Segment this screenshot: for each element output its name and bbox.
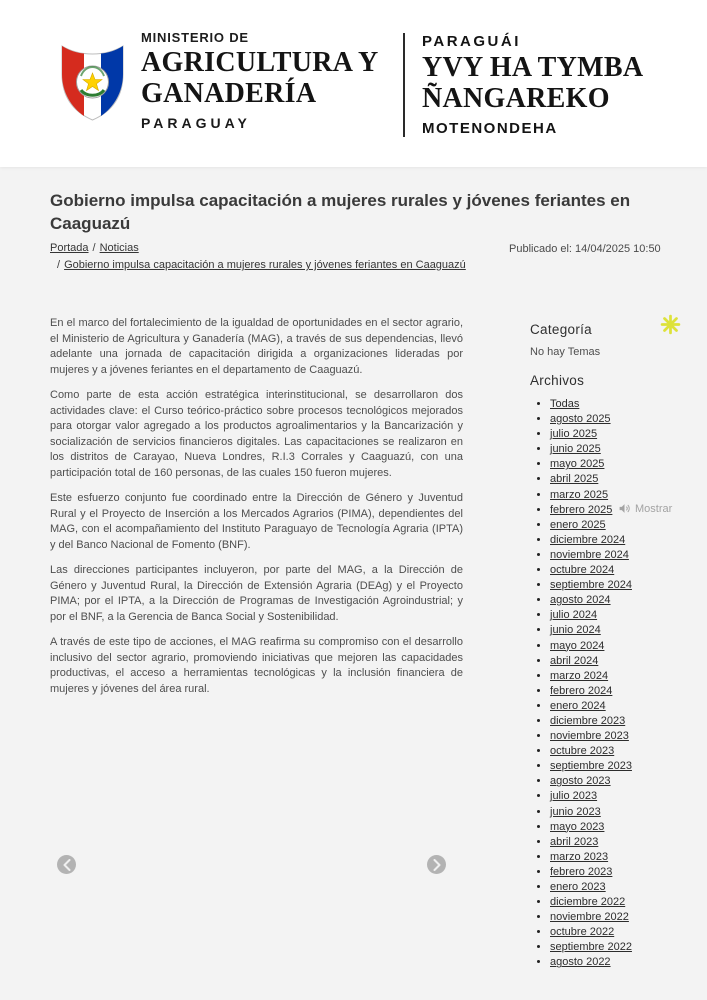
archive-link[interactable]: octubre 2022 [550,926,615,939]
archive-item [550,774,692,789]
archive-item [550,427,692,442]
breadcrumb-section-link[interactable]: Noticias [99,242,139,254]
breadcrumb [50,241,490,274]
guarani-footer: MOTENONDEHA [422,119,558,137]
archive-item [550,518,692,533]
archive-item [550,835,692,850]
archive-link[interactable]: julio 2024 [550,609,598,622]
carousel-next-button[interactable] [427,855,446,874]
archive-link[interactable]: junio 2025 [550,443,601,456]
archive-link[interactable]: agosto 2023 [550,775,611,788]
archive-link[interactable]: enero 2025 [550,518,606,531]
category-heading: Categoría [530,322,592,337]
article-paragraph: A través de este tipo de acciones, el MAG reafirma su compromiso con el desarrollo inclusivo del sector agrario, promoviendo iniciativas que mejoren las capacidades productivas, el acceso a herramientas tecnológicas y la inclusión financiera de mujeres y jóvenes del área rural. [50,636,463,695]
archive-item [550,669,692,684]
archive-link[interactable]: agosto 2024 [550,594,611,607]
archive-item [550,789,692,804]
archive-link[interactable]: junio 2024 [550,624,601,637]
archive-link[interactable]: febrero 2024 [550,684,613,697]
archive-link[interactable]: enero 2024 [550,699,606,712]
guarani-name-line1: YVY HA TYMBA [422,52,644,83]
archive-item [550,397,692,412]
breadcrumb-separator: / [57,258,61,271]
tooltip-label: Mostrar [635,502,673,515]
ministry-eyebrow: MINISTERIO DE [141,30,249,45]
archive-item [550,925,692,940]
archive-link[interactable]: septiembre 2022 [550,941,632,954]
chevron-right-icon [433,859,441,871]
archive-link[interactable]: abril 2024 [550,654,599,667]
archive-link[interactable]: marzo 2023 [550,850,609,863]
article-body [50,316,463,707]
guarani-eyebrow: PARAGUÁI [422,33,521,50]
archive-link[interactable]: Todas [550,398,580,410]
read-aloud-tooltip[interactable] [614,501,676,516]
archive-item [550,457,692,472]
archive-link[interactable]: septiembre 2024 [550,579,632,592]
archive-link[interactable]: agosto 2025 [550,413,611,426]
breadcrumb-home-link[interactable]: Portada [50,242,89,254]
carousel-prev-button[interactable] [57,855,76,874]
article-title: Gobierno impulsa capacitación a mujeres rurales y jóvenes feriantes en Caaguazú [50,191,631,233]
archive-link[interactable]: diciembre 2023 [550,714,626,727]
chevron-left-icon [63,859,71,871]
archive-link[interactable]: junio 2023 [550,805,601,818]
archive-link[interactable]: julio 2023 [550,790,598,803]
archive-item [550,820,692,835]
speaker-icon [618,502,631,515]
archive-link[interactable]: abril 2025 [550,473,599,486]
category-empty-text: No hay Temas [530,346,601,358]
breadcrumb-line-2 [50,258,490,274]
ministry-name-line1: AGRICULTURA Y [141,47,379,78]
site-header [0,0,707,167]
archive-link[interactable]: febrero 2025 [550,503,613,516]
ministry-wordmark [141,30,379,131]
archive-link[interactable]: noviembre 2024 [550,548,629,561]
archive-item [550,533,692,548]
article-paragraph: Como parte de esta acción estratégica interinstitucional, se desarrollaron dos actividades clave: el Curso teórico-práctico sobre procesos tecnológicos mejorados para otorgar valor agregado a los productos agroalimentarios y la Bancarización y socialización de servicios financieros digitales. Las capacitaciones se realizaron en los distritos de Carayao, Nueva Londres, R.I.3 Corrales y Caaguazú, con una participación total de 160 personas, de las cuales 150 fueron mujeres. [50,389,463,479]
site-logo[interactable] [56,40,129,130]
archive-item [550,623,692,638]
article-paragraph: Las direcciones participantes incluyeron, por parte del MAG, a la Dirección de Género y Juventud Rural, la Dirección de Extensión Agraria (DEAg) y el Proyecto PIMA; por el IPTA, a la Dirección de Programas de Investigación Agroindustrial; y por el BNF, a la Gerencia de Banca Social y Sostenibilidad. [50,564,463,623]
archive-item [550,699,692,714]
archive-link[interactable]: abril 2023 [550,835,599,848]
archive-link[interactable]: febrero 2023 [550,865,613,878]
archive-item [550,472,692,487]
paraguay-coat-of-arms-icon [56,40,129,125]
breadcrumb-line-1 [50,241,490,257]
archive-link[interactable]: noviembre 2022 [550,911,629,924]
archive-link[interactable]: agosto 2022 [550,956,611,969]
archive-link[interactable]: marzo 2024 [550,669,609,682]
archive-link[interactable]: diciembre 2022 [550,896,626,909]
archive-item [550,910,692,925]
archive-item [550,729,692,744]
article-paragraph: En el marco del fortalecimiento de la igualdad de oportunidades en el sector agrario, el Ministerio de Agricultura y Ganadería (MAG), a través de sus dependencias, llevó adelante una jornada de capacitación dirigida a organizaciones lideradas por mujeres y a jóvenes feriantes en el departamento de Caaguazú. [50,317,463,376]
breadcrumb-separator: / [92,242,96,254]
archive-item [550,955,692,970]
archive-item [550,654,692,669]
archive-item [550,563,692,578]
archive-link[interactable]: octubre 2024 [550,564,615,577]
archive-item [550,865,692,880]
ministry-country: PARAGUAY [141,114,251,131]
breadcrumb-current-link[interactable]: Gobierno impulsa capacitación a mujeres rurales y jóvenes feriantes en Caaguazú [64,258,466,271]
archives-list [530,397,692,971]
archive-item [550,578,692,593]
archive-item [550,940,692,955]
article-paragraph: Este esfuerzo conjunto fue coordinado entre la Dirección de Género y Juventud Rural y el Proyecto de Inserción a los Mercados Agrarios (PIMA), dependientes del MAG, con el acompañamiento del Instituto Paraguayo de Tecnología Agraria (IPTA) y del Banco Nacional de Fomento (BNF). [50,492,463,551]
archive-item [550,850,692,865]
asterisk-icon [660,314,681,335]
archive-link[interactable]: marzo 2025 [550,488,609,501]
accessibility-widget-button[interactable] [658,312,682,336]
archive-item [550,412,692,427]
archive-item [550,684,692,699]
archive-link[interactable]: mayo 2024 [550,639,605,652]
archive-item [550,759,692,774]
sidebar [530,322,692,971]
archive-link[interactable]: enero 2023 [550,881,606,893]
archive-item [550,714,692,729]
archive-item [550,608,692,623]
archive-link[interactable]: mayo 2025 [550,458,605,471]
archives-heading: Archivos [530,373,585,388]
archive-item [550,895,692,910]
archive-item [550,880,692,895]
archive-link[interactable]: julio 2025 [550,428,598,441]
published-date: Publicado el: 14/04/2025 10:50 [509,243,661,255]
archive-link[interactable]: noviembre 2023 [550,730,629,743]
guarani-name-line2: ÑANGAREKO [422,83,610,115]
archive-link[interactable]: mayo 2023 [550,820,605,833]
archive-item [550,548,692,563]
archive-item [550,593,692,608]
archive-item [550,744,692,759]
ministry-name-line2: GANADERÍA [141,78,317,110]
archive-item [550,442,692,457]
archive-item [550,639,692,654]
guarani-wordmark [422,33,643,137]
archive-link[interactable]: octubre 2023 [550,745,615,758]
archive-link[interactable]: diciembre 2024 [550,533,626,546]
header-divider [403,33,405,137]
archive-item [550,805,692,820]
archive-link[interactable]: septiembre 2023 [550,760,632,773]
